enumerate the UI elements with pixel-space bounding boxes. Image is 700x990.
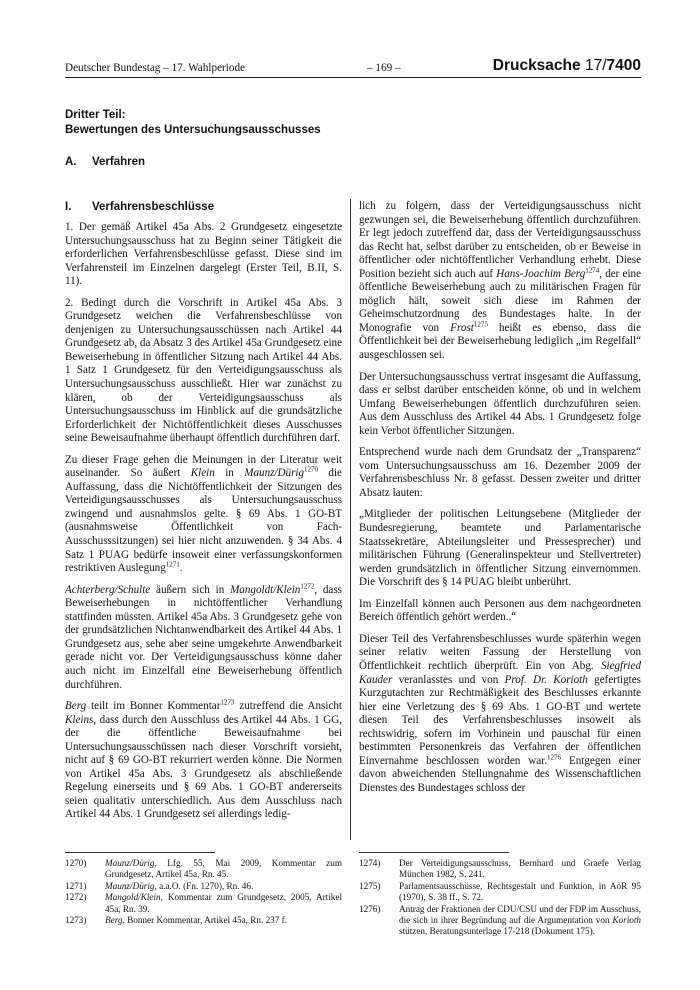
- parliament-label: Deutscher Bundestag – 17. Wahlperiode: [65, 62, 246, 74]
- part-title: Dritter Teil: Bewertungen des Untersuchungsausschusses: [65, 109, 321, 136]
- paragraph: Berg teilt im Bonner Kommentar$^{1273}$ zutreffend die Ansicht Kleins, dass durch den Ausschluss des Artikel 44 Abs. 1 GG, der die öffentliche Beweisaufnahme bei Untersuchungsausschüssen nach dieser Vorschrift vorsieht, nicht auf § 69 GO-BT rekurriert werden könne. Die Normen von Artikel 45a Abs. 3 Grundgesetz als abschließende Regelung einerseits und § 69 Abs. 1 GO-BT andererseits seien qualitativ unterschiedlich. Aus dem Ausschluss nach Artikel 44 Abs. 1 Grundgesetz sei allerdings ledig-: [65, 698, 342, 821]
- right-column: [359, 200, 641, 795]
- block-quote: Im Einzelfall können auch Personen aus dem nachgeordneten Bereich öffentlich gehört werden..“: [359, 597, 641, 624]
- paragraph: lich zu folgern, dass der Verteidigungsausschuss nicht gezwungen sei, die Beweiserhebung öffentlich durchzuführen. Er legt jedoch zutreffend dar, dass der Verteidigungsausschuss das Recht hat, selbst darüber zu entscheiden, ob er Beweise in öffentlicher oder nichtöffentlicher Verhandlung erhebt. Diese Position bezieht sich auch auf Hans-Joachim Berg$^{1274}$, der eine öffentliche Beweiserhebung auch zu militärischen Fragen für möglich hält, soweit sich diese im Rahmen der Geheimschutzordnung des Bundestages halte. In der Monografie von Frost$^{1275}$ heißt es ebenso, dass die Öffentlichkeit bei der Beweiserhebung lediglich „im Regelfall“ ausgeschlossen sei.: [359, 200, 642, 362]
- footnote: 1273) Berg, Bonner Kommentar, Artikel 45a, Rn. 237 f.: [65, 915, 287, 926]
- footnote-ref: 1273: [220, 698, 235, 707]
- footnote-rule: [359, 852, 509, 853]
- footnote: 1271) Maunz/Dürig, a.a.O. (Fn. 1270), Rn. 46.: [65, 880, 254, 891]
- paragraph: Entsprechend wurde nach dem Grundsatz der „Transparenz“ vom Untersuchungsausschuss am 16. Dezember 2009 der Verfahrensbeschluss Nr. 8 gefasst. Dessen zweiter und dritter Absatz lauten:: [359, 446, 641, 499]
- column-divider: [350, 199, 351, 840]
- footnotes-right: [359, 858, 641, 938]
- footnote: 1272) Mangold/Klein, Kommentar zum Grundgesetz, 2005, Artikel 45a, Rn. 39.: [65, 892, 342, 914]
- paragraph: 2. Bedingt durch die Vorschrift in Artikel 45a Abs. 3 Grundgesetz weichen die Verfahrensbeschlüsse von denjenigen zu Untersuchungsausschüssen nach Artikel 44 Grundgesetz ab, da Absatz 3 des Artikel 45a Grundgesetz eine Beweiserhebung in öffentlicher Sitzung nach Artikel 44 Abs. 1 Satz 1 Grundgesetz für den Verteidigungsausschuss als Untersuchungsausschuss ausschließt. Hier war zunächst zu klären, ob der Verteidigungsausschuss als Untersuchungsausschuss im Hinblick auf die grundsätzliche Erforderlichkeit der Nichtöffentlichkeit dieses Ausschusses seine Beweisaufnahme überhaupt öffentlich durchführen darf.: [65, 296, 342, 445]
- footnote: 1270) Maunz/Dürig, Lfg. 55, Mai 2009, Kommentar zum Grundgesetz, Artikel 45a, Rn. 45.: [65, 858, 342, 880]
- paragraph: Dieser Teil des Verfahrensbeschlusses wurde späterhin wegen seiner relativ weiten Fassung der Herstellung von Öffentlichkeit rechtlich überprüft. Ein von Abg. Siegfried Kauder veranlasstes und von Prof. Dr. Korioth gefertigtes Kurzgutachten zur Rechtmäßigkeit des Beschlusses erkannte hier eine Verletzung des § 69 Abs. 1 GO-BT und wertete diesen Teil des Verfahrensbeschlusses insoweit als rechtswidrig, sofern im Vorhinein und pauschal für einen bestimmten Personenkreis das Verfahren der öffentlichen Einvernahme beschlossen worden war.$^{1276}$ Entgegen einer davon abweichenden Stellungnahme des Wissenschaftlichen Dienstes des Bundestages schloss der: [359, 632, 641, 794]
- footnote-ref: 1276: [547, 753, 562, 762]
- footnote: 1275) Parlamentsausschüsse, Rechtsgestalt und Funktion, in AöR 95 (1970), S. 38 ff., S. 72.: [359, 880, 641, 903]
- paragraph: Achterberg/Schulte äußern sich in Mangoldt/Klein$^{1272}$, dass Beweiserhebungen in nichtöffentlicher Verhandlung stattfinden müssten. Artikel 45a Abs. 3 Grundgesetz gehe von der grundsätzlichen Nichtanwendbarkeit des Artikel 44 Abs. 1 Grundgesetz aus, sehe aber seine umgekehrte Anwendbarkeit gerade nicht vor. Der Verteidigungsausschuss könne daher auch nicht im Einzelfall eine Beweiserhebung öffentlich durchführen.: [65, 581, 342, 691]
- footnote-rule: [65, 852, 215, 853]
- footnote: 1274) Der Verteidigungsausschuss, Bernhard und Graefe Verlag München 1982, S. 241.: [359, 858, 641, 880]
- section-heading-i: I. Verfahrensbeschlüsse: [65, 201, 215, 213]
- footnote-ref: 1275: [473, 320, 488, 329]
- footnote-ref: 1274: [585, 266, 600, 275]
- left-column: [65, 221, 342, 822]
- paragraph: 1. Der gemäß Artikel 45a Abs. 2 Grundgesetz eingesetzte Untersuchungsausschuss hat zu Beginn seiner Tätigkeit die erforderlichen Verfahrensbeschlüsse gefasst. Diese sind im Verfahrensteil im Einzelnen dargelegt (Erster Teil, B.II, S. 11).: [65, 221, 342, 288]
- footnote-ref: 1272: [300, 581, 315, 590]
- footnote-ref: 1270: [304, 465, 319, 474]
- block-quote: „Mitglieder der politischen Leitungsebene (Mitglieder der Bundesregierung, beamtete und Parlamentarische Staatssekretäre, Abteilungsleiter und Pressesprecher) und militärischen Führung (Generalinspekteur und Stellvertreter) werden grundsätzlich in öffentlicher Sitzung einvernommen. Die Vorschrift des § 14 PUAG bleibt unberührt.: [359, 508, 641, 589]
- paragraph: Zu dieser Frage gehen die Meinungen in der Literatur weit auseinander. So äußert Klein in Maunz/Dürig$^{1270}$ die Auffassung, dass die Nichtöffentlichkeit der Sitzungen des Verteidigungsausschusses als Untersuchungsausschuss zwingend und ausnahmslos gelte. § 69 Abs. 1 GO-BT (ausnahmsweise Öffentlichkeit von Fach-Ausschusssitzungen) sei hier nicht anzuwenden. § 34 Abs. 4 Satz 1 PUAG bedürfe insoweit einer verfassungskonformen restriktiven Auslegung$^{1271}$.: [65, 453, 342, 575]
- paragraph: Der Untersuchungsausschuss vertrat insgesamt die Auffassung, dass er selbst darüber entscheiden könne, ob und in welchem Umfang Beweiserhebungen öffentlich durchzuführen seien. Aus dem Ausschluss des Artikel 44 Abs. 1 Grundgesetz folge kein Verbot öffentlicher Sitzungen.: [359, 370, 641, 437]
- section-heading-a: A. Verfahren: [65, 156, 146, 168]
- footnote: 1276) Antrag der Fraktionen der CDU/CSU und der FDP im Ausschuss, die sich in ihrer Begründung auf die Argumentation von Korioth stützen, Beratungsunterlage 17-218 (Dokument 175).: [359, 903, 641, 937]
- footnote-ref: 1271: [165, 560, 180, 569]
- footnotes-left: [65, 858, 342, 926]
- header-rule: [65, 77, 641, 78]
- page-number: – 169 –: [367, 62, 401, 74]
- document-number: Drucksache 17/7400: [492, 57, 641, 74]
